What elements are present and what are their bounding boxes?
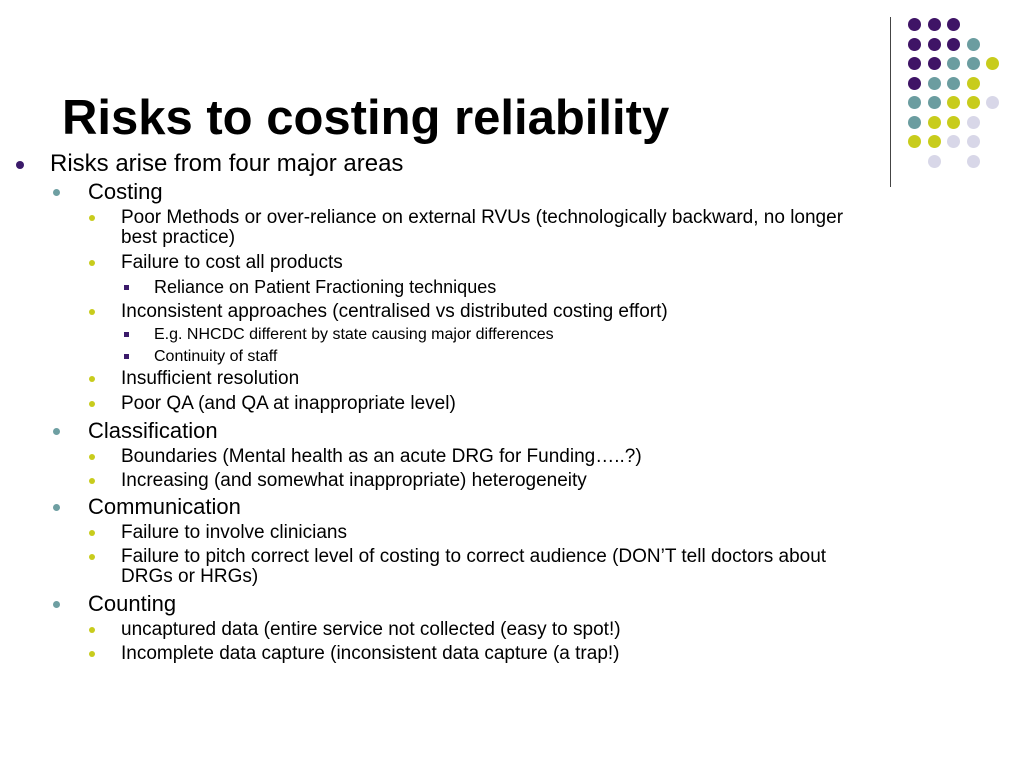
- lime-dot: [947, 116, 960, 129]
- bullet-dot-icon: [89, 454, 95, 460]
- bullet-dot-icon: [89, 376, 95, 382]
- teal-dot: [947, 77, 960, 90]
- bullet-text: Counting: [88, 591, 177, 616]
- lavender-dot: [967, 155, 980, 168]
- lime-dot: [967, 77, 980, 90]
- bullet-text: DRGs or HRGs): [121, 566, 259, 587]
- teal-dot: [908, 96, 921, 109]
- bullet-text: Reliance on Patient Fractioning techniques: [154, 277, 497, 297]
- decorative-dot-grid: [900, 8, 1010, 168]
- bullet-text: Communication: [88, 494, 241, 519]
- lime-dot: [928, 135, 941, 148]
- purple-dot: [908, 77, 921, 90]
- bullet-text: Costing: [88, 179, 163, 204]
- bullet-text: Increasing (and somewhat inappropriate) heterogeneity: [121, 470, 587, 491]
- bullet-text: Poor QA (and QA at inappropriate level): [121, 393, 456, 414]
- lime-dot: [967, 96, 980, 109]
- bullet-square-icon: [124, 285, 129, 290]
- bullet-dot-icon: [89, 651, 95, 657]
- bullet-text: Boundaries (Mental health as an acute DRG for Funding…..?): [121, 446, 642, 467]
- bullet-dot-icon: [89, 309, 95, 315]
- bullet-text: Insufficient resolution: [121, 368, 300, 389]
- purple-dot: [928, 38, 941, 51]
- bullet-dot-icon: [89, 627, 95, 633]
- purple-dot: [908, 38, 921, 51]
- teal-dot: [928, 96, 941, 109]
- bullet-text: E.g. NHCDC different by state causing major differences: [154, 326, 554, 343]
- bullet-square-icon: [124, 354, 129, 359]
- purple-dot: [947, 38, 960, 51]
- teal-dot: [947, 57, 960, 70]
- teal-dot: [908, 116, 921, 129]
- bullet-text: Failure to cost all products: [121, 252, 343, 273]
- bullet-text: Inconsistent approaches (centralised vs distributed costing effort): [121, 301, 668, 322]
- lime-dot: [986, 57, 999, 70]
- lime-dot: [947, 96, 960, 109]
- lavender-dot: [967, 116, 980, 129]
- bullet-dot-icon: [53, 601, 60, 608]
- divider-line: [890, 17, 891, 187]
- purple-dot: [908, 57, 921, 70]
- lime-dot: [908, 135, 921, 148]
- bullet-text: Failure to involve clinicians: [121, 522, 347, 543]
- teal-dot: [967, 57, 980, 70]
- lavender-dot: [928, 155, 941, 168]
- bullet-dot-icon: [89, 215, 95, 221]
- bullet-text: Risks arise from four major areas: [50, 150, 404, 177]
- bullet-text: Failure to pitch correct level of costing to correct audience (DON’T tell doctors about: [121, 546, 827, 567]
- purple-dot: [928, 18, 941, 31]
- bullet-dot-icon: [53, 189, 60, 196]
- purple-dot: [908, 18, 921, 31]
- bullet-text: Incomplete data capture (inconsistent data capture (a trap!): [121, 643, 620, 664]
- bullet-dot-icon: [89, 401, 95, 407]
- bullet-text: Continuity of staff: [154, 348, 278, 365]
- slide-title: Risks to costing reliability: [62, 91, 670, 145]
- lavender-dot: [986, 96, 999, 109]
- purple-dot: [947, 18, 960, 31]
- bullet-text: best practice): [121, 227, 236, 248]
- bullet-dot-icon: [53, 428, 60, 435]
- lavender-dot: [947, 135, 960, 148]
- bullet-dot-icon: [89, 554, 95, 560]
- bullet-dot-icon: [89, 530, 95, 536]
- lime-dot: [928, 116, 941, 129]
- lavender-dot: [967, 135, 980, 148]
- teal-dot: [967, 38, 980, 51]
- purple-dot: [928, 57, 941, 70]
- bullet-square-icon: [124, 332, 129, 337]
- bullet-dot-icon: [53, 504, 60, 511]
- bullet-text: Poor Methods or over-reliance on external RVUs (technologically backward, no longer: [121, 207, 844, 228]
- bullet-dot-icon: [16, 161, 24, 169]
- bullet-dot-icon: [89, 478, 95, 484]
- teal-dot: [928, 77, 941, 90]
- bullet-text: Classification: [88, 418, 218, 443]
- bullet-text: uncaptured data (entire service not collected (easy to spot!): [121, 619, 621, 640]
- bullet-dot-icon: [89, 260, 95, 266]
